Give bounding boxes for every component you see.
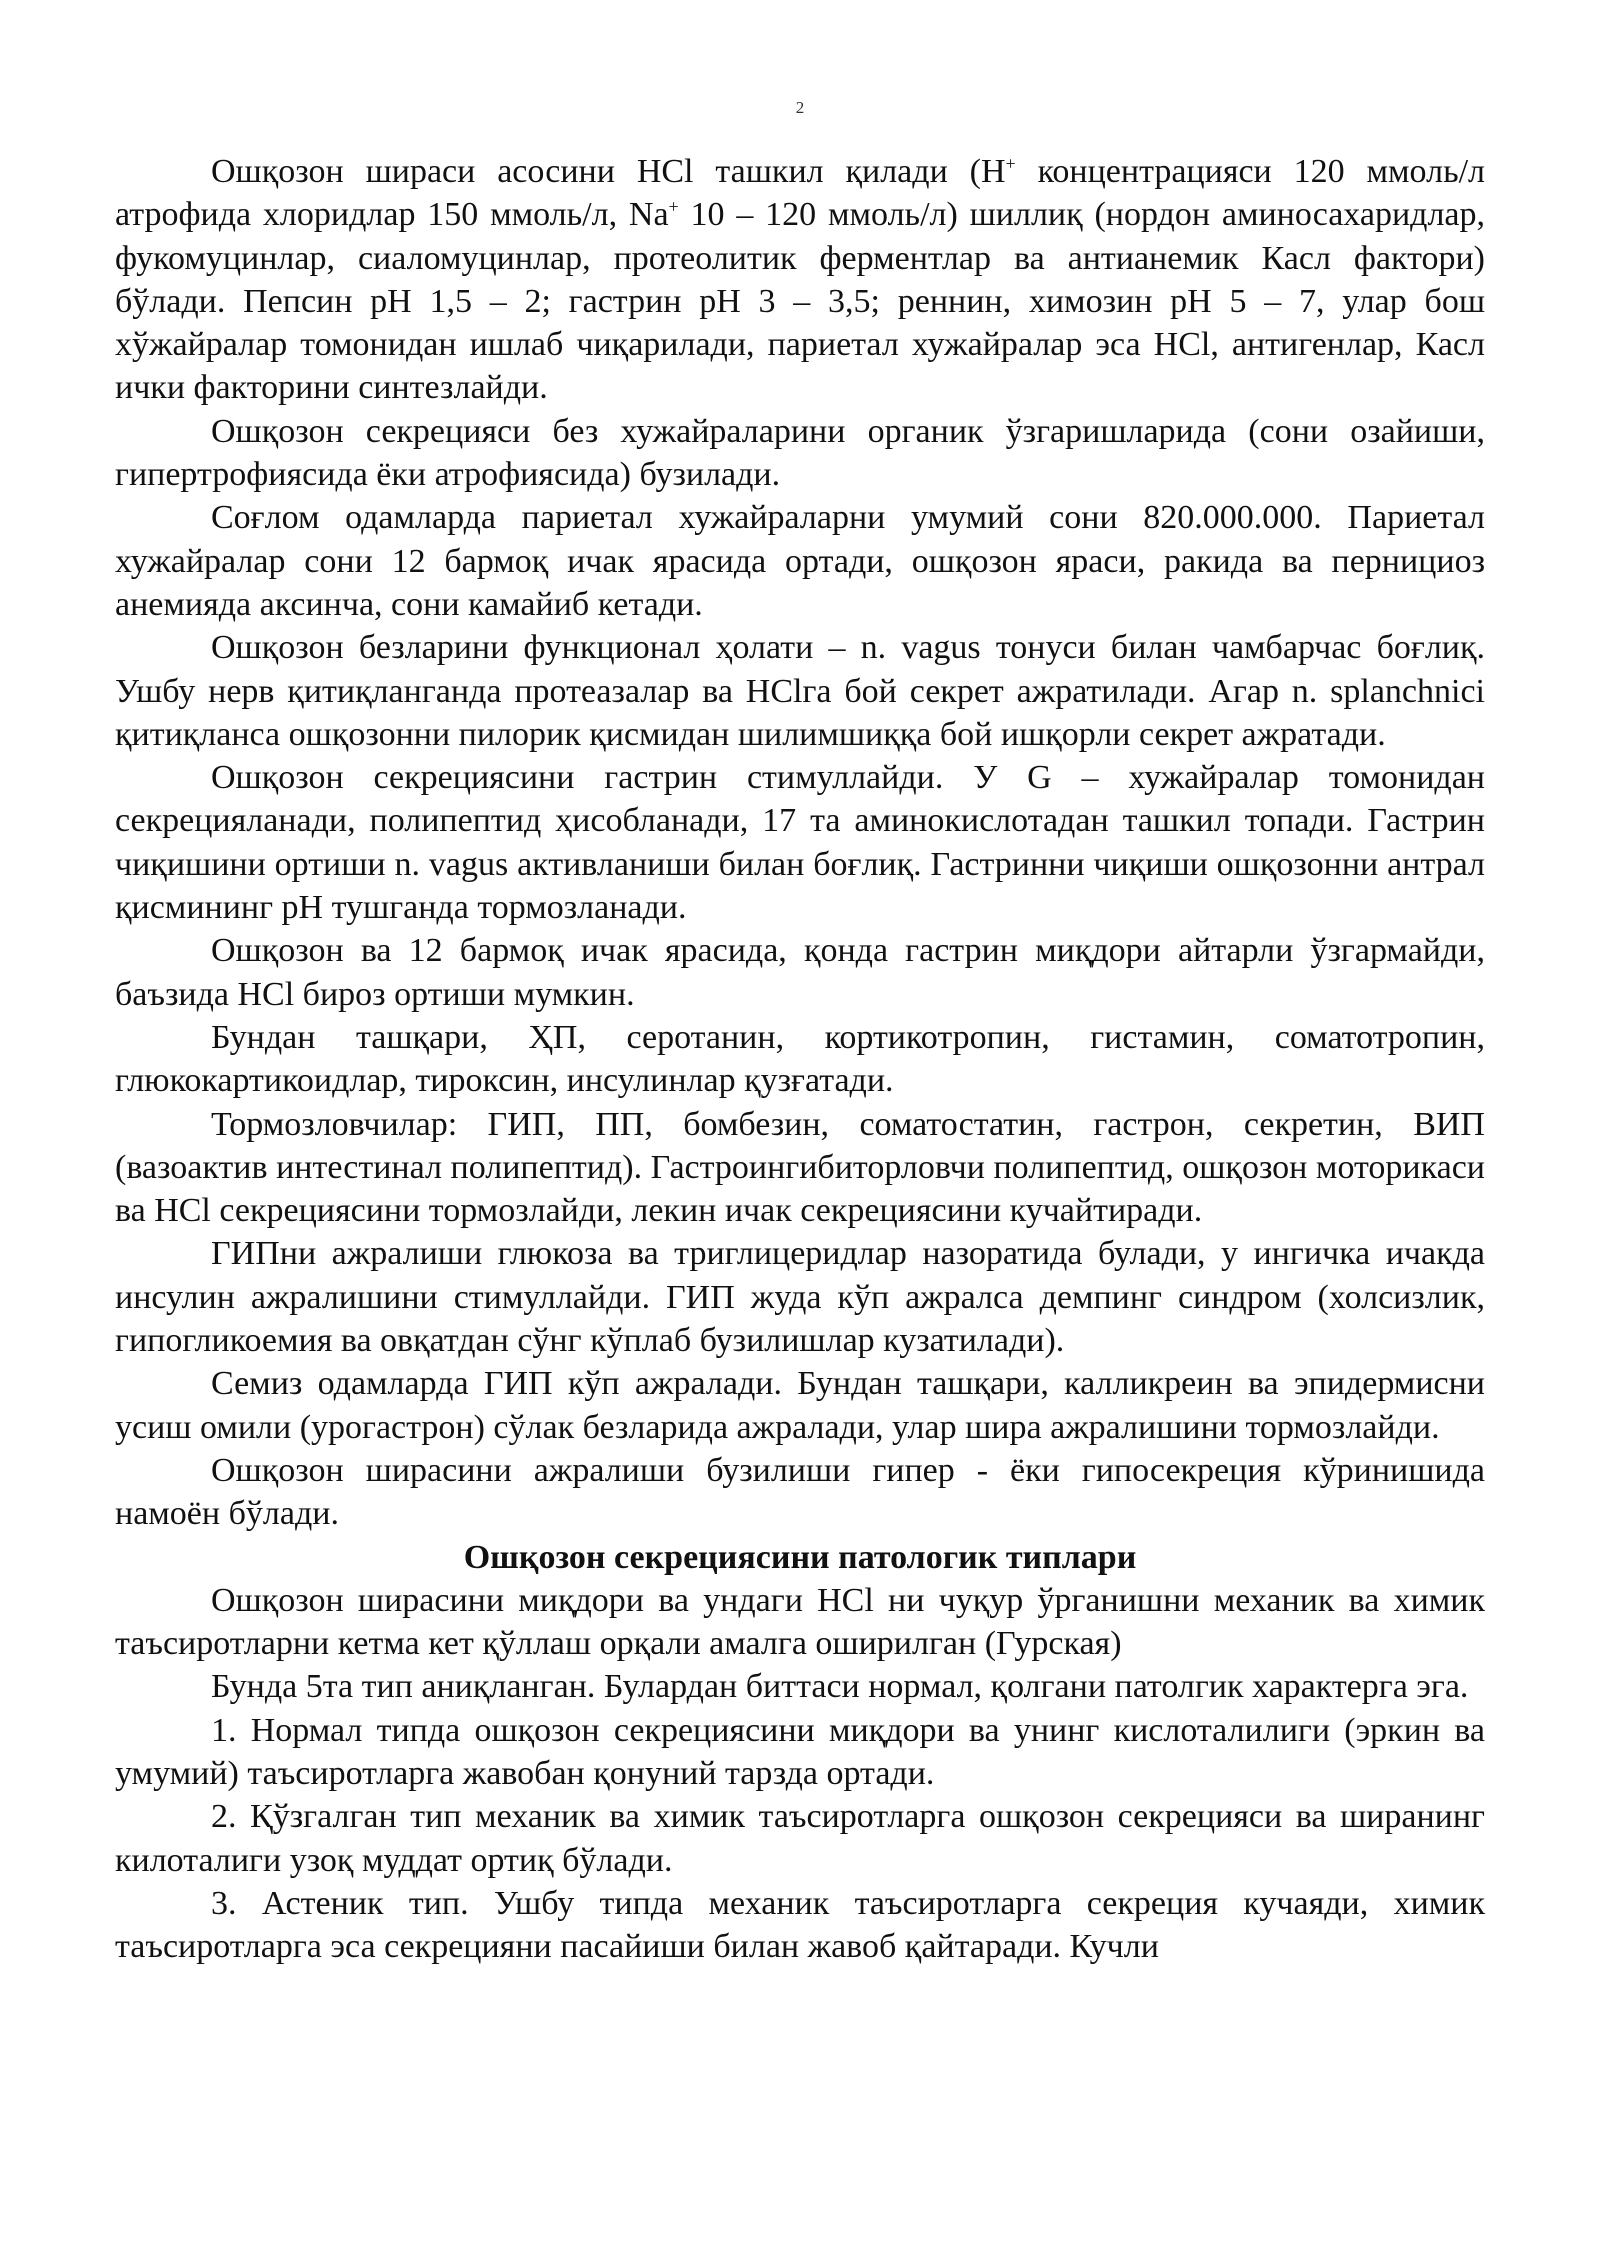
- paragraph-1: [115, 150, 1485, 410]
- paragraph: Бунда 5та тип аниқланган. Булардан биттаси нормал, қолгани патолгик характерга эга.: [211, 1668, 1469, 1706]
- document-body: [115, 150, 1485, 1968]
- superscript-plus: +: [668, 196, 679, 217]
- paragraph-1-text-a: Ошқозон шираси асосини HCl ташкил қилади (H: [211, 153, 1006, 190]
- paragraph: Тормозловчилар: ГИП, ПП, бомбезин, соматостатин, гастрон, секретин, ВИП (вазоактив интестинал полипептид). Гастроингибиторловчи полипептид, ошқозон моторикаси ва HCl секрециясини тормозлайди, лекин ичак секрециясини кучайтиради.: [115, 1105, 1485, 1230]
- paragraph-1-text-b: концентрацияси 120 ммоль/л атрофида хлоридлар 150 ммоль/л, Na: [115, 153, 1485, 234]
- paragraph: Ошқозон ширасини ажралиши бузилиши гипер - ёки гипосекреция кўринишида намоён бўлади.: [115, 1451, 1485, 1533]
- paragraph: Ошқозон ширасини миқдори ва ундаги HCl ни чуқур ўрганишни механик ва химик таъсиротларни кетма кет қўллаш орқали амалга оширилган (Гурская): [115, 1581, 1485, 1663]
- paragraph: Бундан ташқари, ҲП, серотанин, кортикотропин, гистамин, соматотропин, глюкокартикоидлар, тироксин, инсулинлар қузғатади.: [115, 1018, 1485, 1100]
- page-number: 2: [795, 98, 805, 117]
- paragraph-1-text-c: 10 – 120 ммоль/л) шиллиқ (нордон аминосахаридлар, фукомуцинлар, сиаломуцинлар, протеолитик ферментлар ва антианемик Касл фактори) бўлади. Пепсин pH 1,5 – 2; гастрин pH 3 – 3,5; реннин, химозин pH 5 – 7, улар бош хўжайралар томонидан ишлаб чиқарилади, париетал хужайралар эса HCl, антигенлар, Касл ички факторини синтезлайди.: [115, 196, 1486, 407]
- section-heading: Ошқозон секрециясини патологик типлари: [463, 1538, 1137, 1576]
- paragraph: ГИПни ажралиши глюкоза ва триглицеридлар назоратида булади, у ингичка ичакда инсулин ажралишини стимуллайди. ГИП жуда кўп ажралса демпинг синдром (холсизлик, гипогликоемия ва овқатдан сўнг кўплаб бузилишлар кузатилади).: [115, 1235, 1485, 1360]
- paragraph: Ошқозон секрецияси без хужайраларини органик ўзгаришларида (сони озайиши, гипертрофиясида ёки атрофиясида) бузилади.: [115, 412, 1485, 494]
- paragraph: Семиз одамларда ГИП кўп ажралади. Бундан ташқари, калликреин ва эпидермисни усиш омили (урогастрон) сўлак безларида ажралади, улар шира ажралишини тормозлайди.: [115, 1365, 1485, 1446]
- list-item-1: 1. Нормал типда ошқозон секрециясини миқдори ва унинг кислоталилиги (эркин ва умумий) таъсиротларга жавобан қонуний тарзда ортади.: [115, 1711, 1485, 1792]
- paragraph: Ошқозон секрециясини гастрин стимуллайди. У G – хужайралар томонидан секрецияланади, полипептид ҳисобланади, 17 та аминокислотадан ташкил топади. Гастрин чиқишини ортиши n. vagus активланиши билан боғлиқ. Гастринни чиқиши ошқозонни антрал қисмининг pH тушганда тормозланади.: [115, 759, 1485, 927]
- list-item-3: 3. Астеник тип. Ушбу типда механик таъсиротларга секреция кучаяди, химик таъсиротларга эса секрецияни пасайиши билан жавоб қайтаради. Кучли: [115, 1884, 1485, 1966]
- superscript-plus: +: [1005, 153, 1016, 174]
- paragraph: Ошқозон безларини функционал ҳолати – n. vagus тонуси билан чамбарчас боғлиқ. Ушбу нерв қитиқланганда протеазалар ва HClга бой секрет ажратилади. Агар n. splanchnici қитиқланса ошқозонни пилорик қисмидан шилимшиққа бой ишқорли секрет ажратади.: [115, 629, 1485, 753]
- list-item-2: 2. Қўзгалган тип механик ва химик таъсиротларга ошқозон секрецияси ва ширанинг килоталиги узоқ муддат ортиқ бўлади.: [115, 1798, 1485, 1879]
- paragraph: Соғлом одамларда париетал хужайраларни умумий сони 820.000.000. Париетал хужайралар сони 12 бармоқ ичак ярасида ортади, ошқозон яраси, ракида ва пернициоз анемияда аксинча, сони камайиб кетади.: [115, 499, 1485, 623]
- paragraph: Ошқозон ва 12 бармоқ ичак ярасида, қонда гастрин миқдори айтарли ўзгармайди, баъзида HCl бироз ортиши мумкин.: [115, 932, 1485, 1013]
